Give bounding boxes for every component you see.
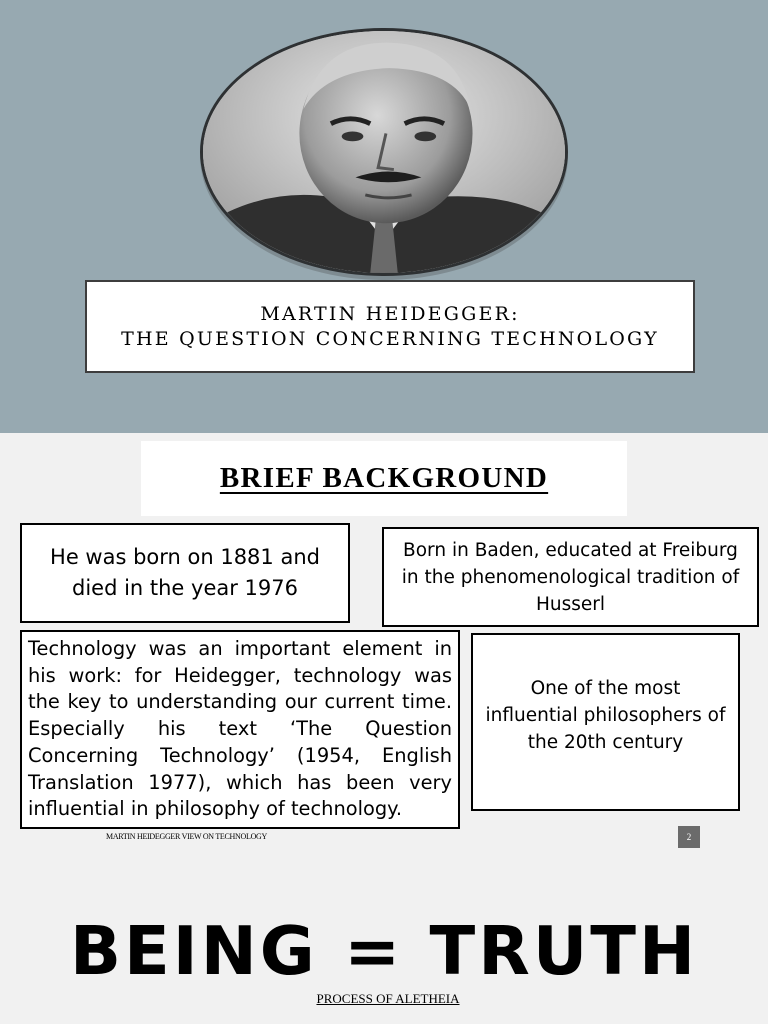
- portrait-photo: [200, 28, 568, 276]
- title-line-2: THE QUESTION CONCERNING TECHNOLOGY: [121, 327, 659, 350]
- headline: BEING = TRUTH: [69, 912, 699, 990]
- technology-text: Technology was an important element in his work: for Heidegger, technology was the key to understanding our current time. Especially his text ‘The Question Concerning Technology’ (1954, English Translation 1977), which has been very influential in philosophy of technology.: [28, 637, 452, 821]
- influence-card: [471, 633, 740, 811]
- background-slide: [0, 433, 768, 855]
- slide-footer-label: MARTIN HEIDEGGER VIEW ON TECHNOLOGY: [106, 832, 268, 841]
- title-line-1: MARTIN HEIDEGGER:: [260, 302, 520, 325]
- section-heading: BRIEF BACKGROUND: [219, 462, 549, 494]
- title-slide: [0, 0, 768, 433]
- birth-death-card: [20, 523, 350, 623]
- title-box: [85, 280, 695, 373]
- portrait-image: [203, 31, 565, 273]
- subline: PROCESS OF ALETHEIA: [316, 991, 460, 1006]
- page-number-badge: 2: [678, 826, 700, 848]
- birth-death-text: He was born on 1881 and died in the year 1976: [50, 545, 320, 600]
- technology-card: [20, 630, 460, 829]
- education-card: [382, 527, 759, 627]
- influence-text: One of the most influential philosophers of the 20th century: [485, 677, 726, 753]
- section-heading-box: [141, 441, 627, 516]
- education-text: Born in Baden, educated at Freiburg in the phenomenological tradition of Husserl: [401, 539, 740, 615]
- truth-slide: [0, 855, 768, 1024]
